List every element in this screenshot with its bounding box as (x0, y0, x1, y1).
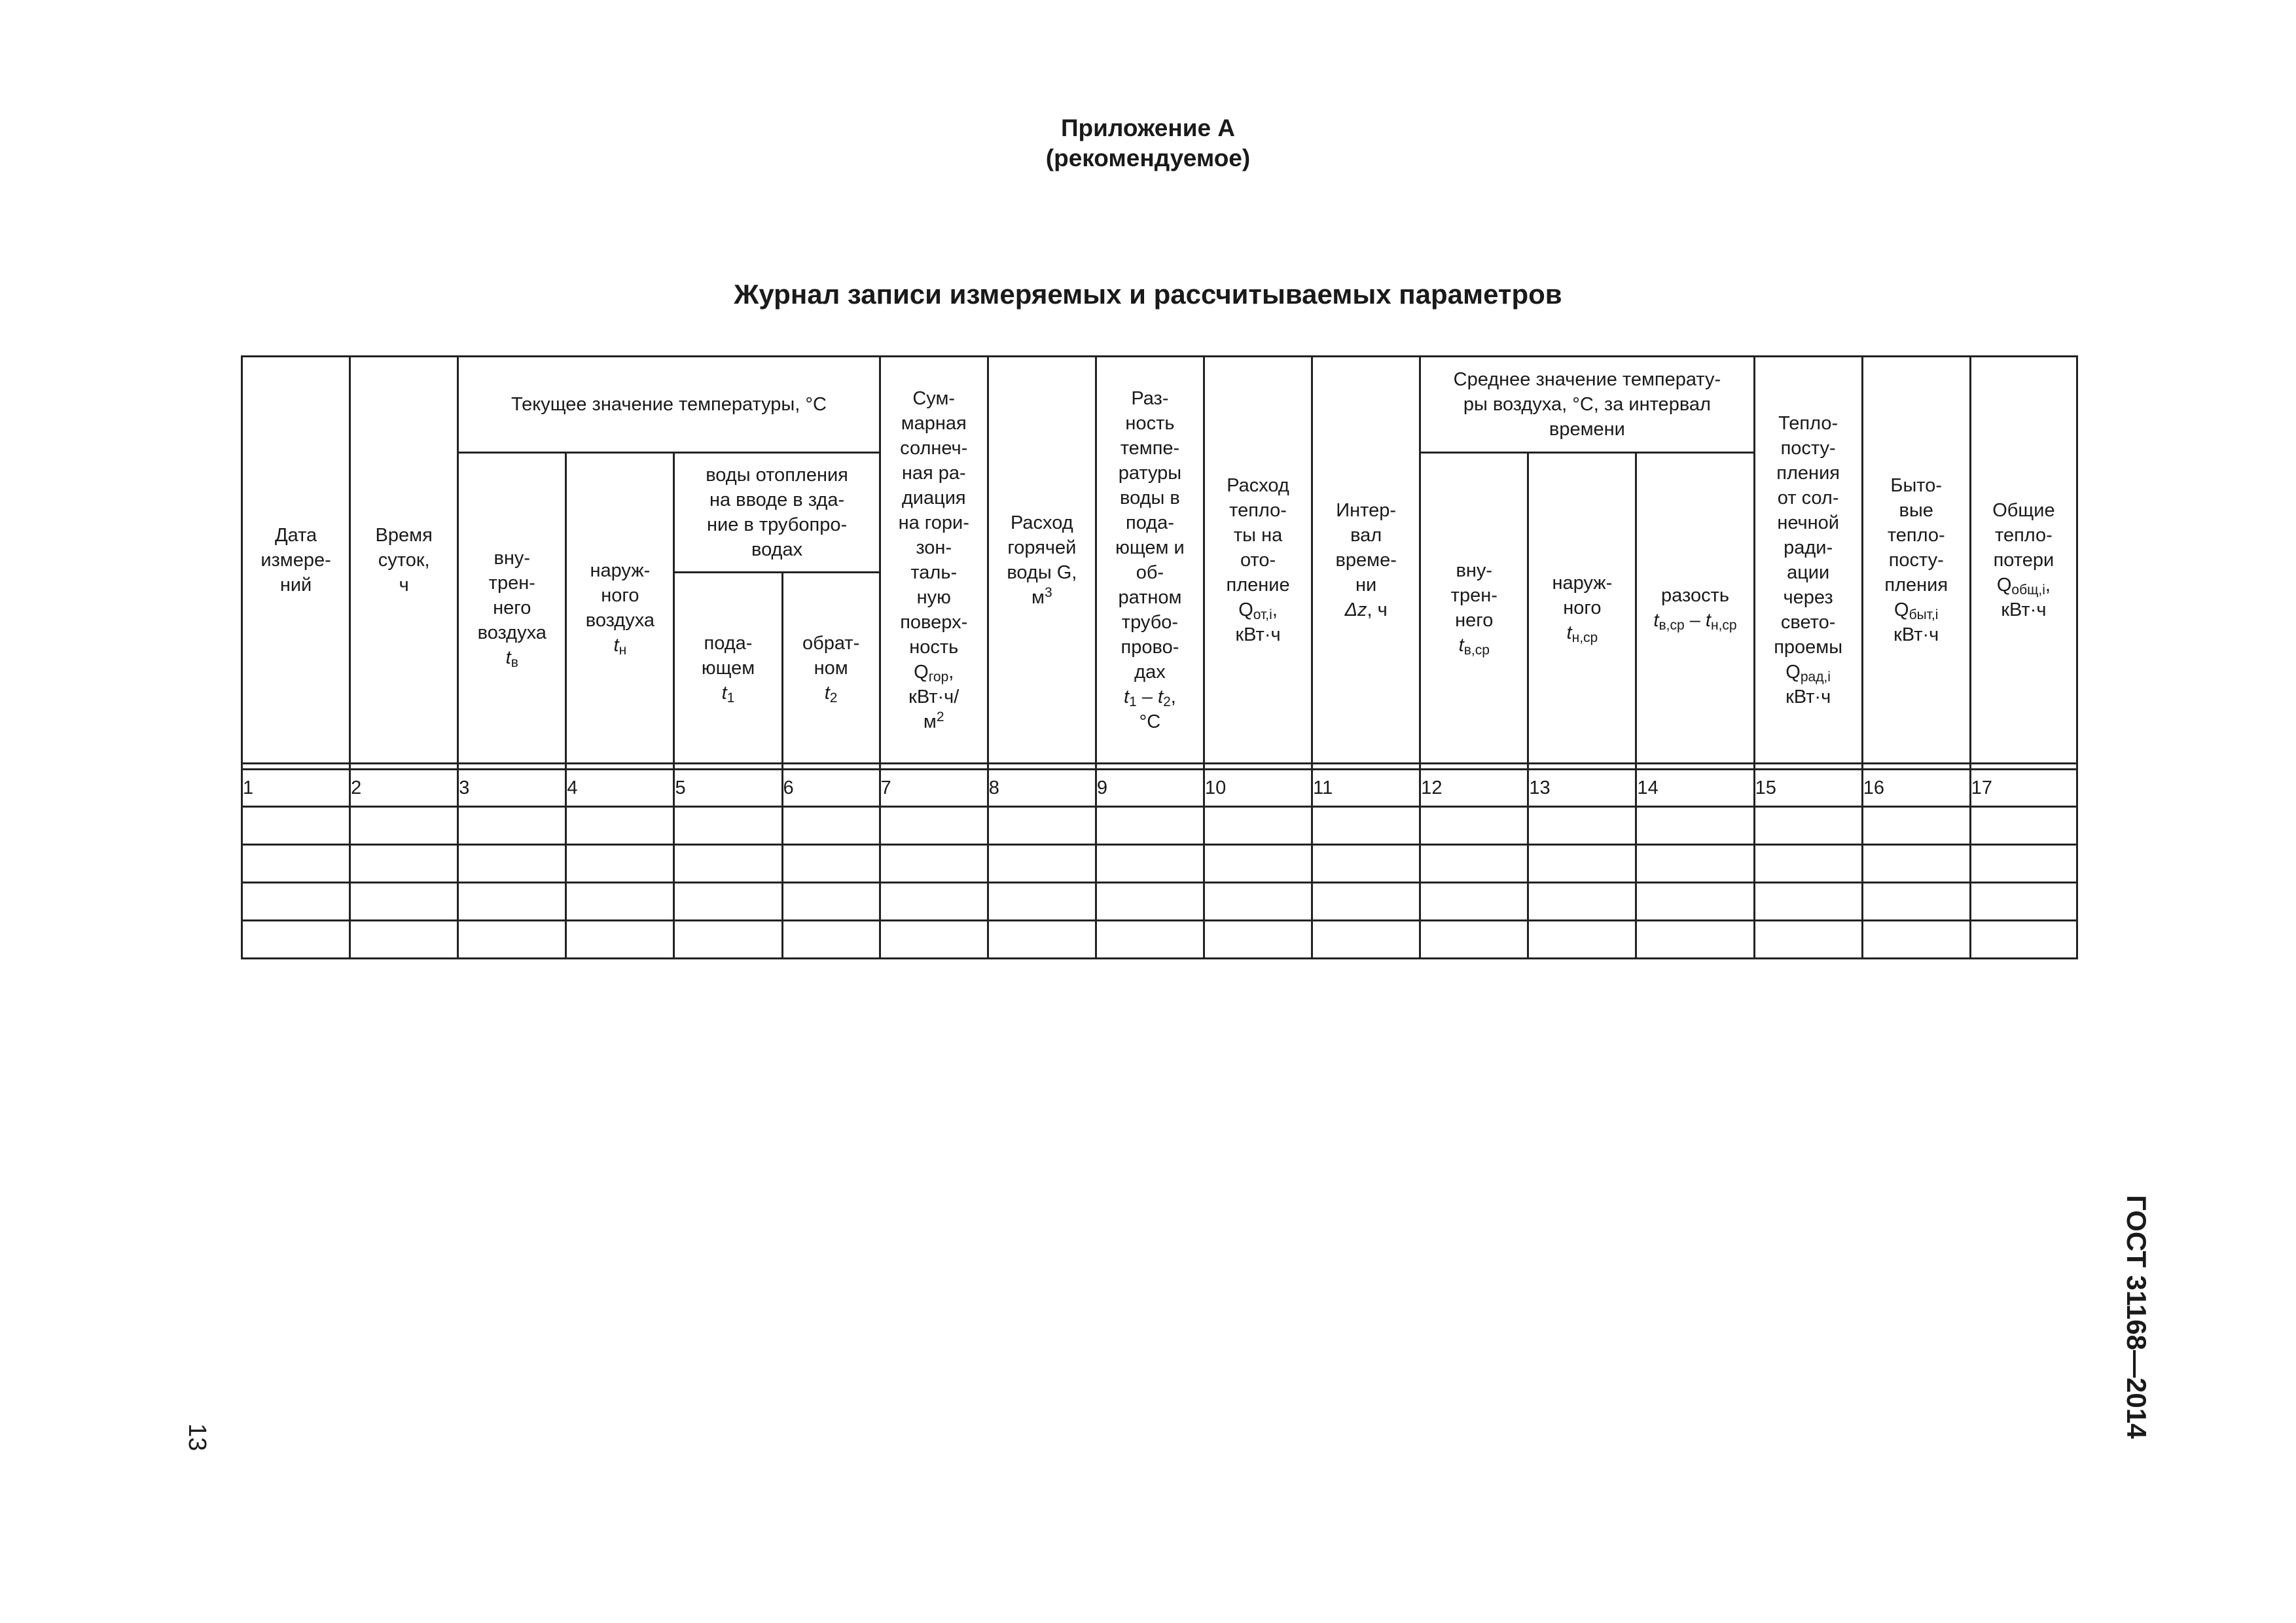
table-cell[interactable] (242, 845, 350, 883)
column-number: 9 (1096, 770, 1204, 807)
table-cell[interactable] (458, 883, 566, 921)
table-cell[interactable] (1312, 921, 1420, 959)
table-cell[interactable] (880, 921, 988, 959)
header-heat-consumption: Расход тепло- ты на ото- пление $Q_{от,i}$, кВт·ч (1204, 357, 1312, 764)
header-return-pipe: обрат- ном $t_2$ (782, 573, 880, 764)
header-current-temperature: Текущее значение температуры, °С (458, 357, 880, 453)
table-cell[interactable] (566, 807, 674, 845)
table-cell[interactable] (1096, 883, 1204, 921)
table-cell[interactable] (1636, 845, 1754, 883)
table-cell[interactable] (350, 845, 458, 883)
table-cell[interactable] (1204, 845, 1312, 883)
table-cell[interactable] (242, 883, 350, 921)
header-total-heat-loss: Общие тепло- потери $Q_{общ,i}$, кВт·ч (1970, 357, 2077, 764)
table-cell[interactable] (1754, 921, 1862, 959)
table-cell[interactable] (350, 921, 458, 959)
header-household-heat-gain: Быто- вые тепло- посту- пления $Q_{быт,i}$ кВт·ч (1862, 357, 1970, 764)
table-cell[interactable] (350, 883, 458, 921)
header-solar-heat-gain: Тепло- посту- пления от сол- нечной ради- ации через свето- проемы $Q_{рад,i}$ кВт·ч (1754, 357, 1862, 764)
table-cell[interactable] (1754, 807, 1862, 845)
table-cell[interactable] (1312, 883, 1420, 921)
column-number: 5 (674, 770, 782, 807)
header-average-temperature: Среднее значение температу- ры воздуха, °С, за интервал времени (1420, 357, 1754, 453)
table-cell[interactable] (1970, 845, 2077, 883)
table-cell[interactable] (782, 807, 880, 845)
column-number: 13 (1528, 770, 1636, 807)
column-number: 7 (880, 770, 988, 807)
table-cell[interactable] (458, 845, 566, 883)
table-cell[interactable] (1528, 807, 1636, 845)
table-cell[interactable] (988, 807, 1096, 845)
table-cell[interactable] (1528, 921, 1636, 959)
table-cell[interactable] (1528, 883, 1636, 921)
journal-title: Журнал записи измеряемых и рассчитываемых параметров (734, 279, 1562, 310)
table-cell[interactable] (1636, 807, 1754, 845)
column-number: 1 (242, 770, 350, 807)
column-number: 16 (1862, 770, 1970, 807)
table-row (242, 883, 2077, 921)
header-supply-pipe: пода- ющем $t_1$ (674, 573, 782, 764)
header-heating-water: воды отопления на вводе в зда- ние в трубопро- водах (674, 453, 880, 573)
header-avg-difference: разость $t_{в,ср} - t_{н,ср}$ (1636, 453, 1754, 764)
table-cell[interactable] (782, 845, 880, 883)
table-cell[interactable] (1862, 845, 1970, 883)
table-cell[interactable] (1096, 845, 1204, 883)
table-cell[interactable] (458, 807, 566, 845)
table-cell[interactable] (782, 883, 880, 921)
header-time-interval: Интер- вал време- ни Δz, ч (1312, 357, 1420, 764)
table-row (242, 845, 2077, 883)
table-cell[interactable] (350, 807, 458, 845)
header-inner-air: вну- трен- него воздуха $t_в$ (458, 453, 566, 764)
table-cell[interactable] (1420, 883, 1528, 921)
table-cell[interactable] (1420, 845, 1528, 883)
table-cell[interactable] (880, 845, 988, 883)
table-cell[interactable] (566, 921, 674, 959)
header-water-temperature-difference: Раз- ность темпе- ратуры воды в пода- ющем и об- ратном трубо- прово- дах $t_1 - t_2$, °С (1096, 357, 1204, 764)
table-cell[interactable] (1970, 883, 2077, 921)
table-cell[interactable] (1420, 807, 1528, 845)
table-cell[interactable] (1420, 921, 1528, 959)
column-number: 2 (350, 770, 458, 807)
table-cell[interactable] (1862, 921, 1970, 959)
header-hot-water-flow: Расход горячей воды G, $м^3$ (988, 357, 1096, 764)
table-cell[interactable] (674, 883, 782, 921)
column-number: 10 (1204, 770, 1312, 807)
table-cell[interactable] (1636, 921, 1754, 959)
table-cell[interactable] (1204, 807, 1312, 845)
header-avg-outer-air: наруж- ного $t_{н,ср}$ (1528, 453, 1636, 764)
column-number: 15 (1754, 770, 1862, 807)
header-date: Дата измере- ний (242, 357, 350, 764)
header-solar-radiation: Сум- марная солнеч- ная ра- диация на гори- зон- таль- ную поверх- ность $Q_{гор}$, кВт·ч/ $м^2$ (880, 357, 988, 764)
table-cell[interactable] (566, 845, 674, 883)
column-number: 11 (1312, 770, 1420, 807)
table-cell[interactable] (1970, 807, 2077, 845)
table-cell[interactable] (458, 921, 566, 959)
column-number: 14 (1636, 770, 1754, 807)
table-cell[interactable] (1862, 807, 1970, 845)
header-outer-air: наруж- ного воздуха $t_н$ (566, 453, 674, 764)
table-cell[interactable] (242, 921, 350, 959)
table-cell[interactable] (1312, 845, 1420, 883)
table-cell[interactable] (1970, 921, 2077, 959)
table-cell[interactable] (674, 845, 782, 883)
table-cell[interactable] (988, 883, 1096, 921)
page-number: 13 (183, 1423, 211, 1452)
table-cell[interactable] (242, 807, 350, 845)
measurement-journal-table (241, 355, 2078, 959)
column-number-row (242, 770, 2077, 807)
table-cell[interactable] (782, 921, 880, 959)
table-cell[interactable] (1754, 845, 1862, 883)
appendix-subtitle: (рекомендуемое) (1045, 145, 1251, 171)
table-cell[interactable] (1862, 883, 1970, 921)
table-cell[interactable] (1204, 883, 1312, 921)
table-cell[interactable] (1204, 921, 1312, 959)
table-cell[interactable] (988, 845, 1096, 883)
table-cell[interactable] (880, 807, 988, 845)
column-number: 3 (458, 770, 566, 807)
table-cell[interactable] (674, 921, 782, 959)
column-number: 6 (782, 770, 880, 807)
header-avg-inner-air: вну- трен- него $t_{в,ср}$ (1420, 453, 1528, 764)
table-cell[interactable] (880, 883, 988, 921)
table-cell[interactable] (1636, 883, 1754, 921)
column-number: 12 (1420, 770, 1528, 807)
column-number: 8 (988, 770, 1096, 807)
table-cell[interactable] (988, 921, 1096, 959)
appendix-title: Приложение А (1060, 115, 1236, 141)
table-cell[interactable] (566, 883, 674, 921)
table-row (242, 921, 2077, 959)
table-cell[interactable] (1754, 883, 1862, 921)
table-cell[interactable] (1096, 921, 1204, 959)
column-number: 17 (1970, 770, 2077, 807)
table-row (242, 807, 2077, 845)
table-cell[interactable] (1312, 807, 1420, 845)
table-cell[interactable] (1096, 807, 1204, 845)
header-separator (242, 764, 2077, 770)
table-cell[interactable] (674, 807, 782, 845)
column-number: 4 (566, 770, 674, 807)
standard-code: ГОСТ 31168—2014 (2121, 1195, 2152, 1439)
header-time: Время суток, ч (350, 357, 458, 764)
table-cell[interactable] (1528, 845, 1636, 883)
